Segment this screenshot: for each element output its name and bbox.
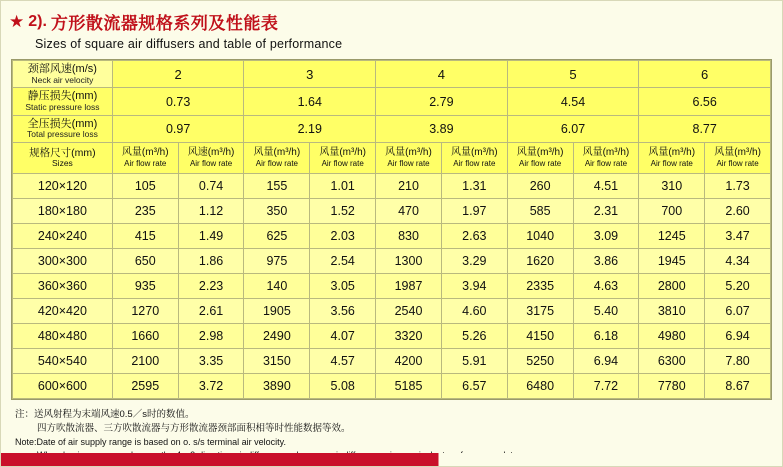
cell: 2595	[112, 374, 178, 399]
total-pressure-5: 8.77	[639, 115, 771, 142]
colhdr-5	[376, 143, 442, 174]
static-pressure-3: 2.79	[376, 88, 508, 115]
cell: 1620	[507, 249, 573, 274]
cell: 1.86	[178, 249, 244, 274]
cell: 2.60	[705, 199, 771, 224]
cell: 2.98	[178, 324, 244, 349]
colhdr-6	[441, 143, 507, 174]
neck-velocity-5: 5	[507, 61, 639, 88]
cell: 4.07	[310, 324, 376, 349]
colhdr-9	[639, 143, 705, 174]
cell: 105	[112, 174, 178, 199]
row-size: 540×540	[13, 349, 113, 374]
row-size: 240×240	[13, 224, 113, 249]
label-neck-velocity-cn: 颈部风速(m/s)	[27, 63, 97, 75]
cell: 6.57	[441, 374, 507, 399]
colhdr-10-cn: 风量(m³/h)	[714, 147, 761, 159]
cell: 3.94	[441, 274, 507, 299]
cell: 1040	[507, 224, 573, 249]
cell: 1.49	[178, 224, 244, 249]
colhdr-9-cn: 风量(m³/h)	[648, 147, 696, 159]
row-size: 180×180	[13, 199, 113, 224]
colhdr-1-cn: 风量(m³/h)	[121, 147, 169, 159]
colhdr-4-cn: 风量(m³/h)	[319, 147, 367, 159]
colhdr-6-en: Air flow rate	[453, 159, 496, 169]
cell: 3.56	[310, 299, 376, 324]
cell: 6.07	[705, 299, 771, 324]
cell: 3150	[244, 349, 310, 374]
cell: 1245	[639, 224, 705, 249]
cell: 5.20	[705, 274, 771, 299]
row-neck-velocity	[13, 61, 771, 88]
row-size: 420×420	[13, 299, 113, 324]
label-sizes-cn: 规格尺寸(mm)	[29, 147, 96, 160]
cell: 6480	[507, 374, 573, 399]
row-size: 360×360	[13, 274, 113, 299]
cell: 235	[112, 199, 178, 224]
cell: 1.31	[441, 174, 507, 199]
label-neck-velocity-en: Neck air velocity	[31, 74, 94, 85]
cell: 2.03	[310, 224, 376, 249]
page-title-cn: 方形散流器规格系列及性能表	[50, 14, 279, 33]
neck-velocity-2: 2	[112, 61, 244, 88]
cell: 415	[112, 224, 178, 249]
colhdr-8-cn: 风量(m³/h)	[582, 147, 630, 159]
cell: 935	[112, 274, 178, 299]
label-total-pressure-cn: 全压损失(mm)	[27, 117, 98, 130]
note-line-3: Note:Date of air supply range is based on o. s/s terminal air velocity.	[15, 436, 286, 447]
performance-table-wrap	[11, 59, 772, 400]
neck-velocity-4: 4	[376, 61, 508, 88]
cell: 2.61	[178, 299, 244, 324]
cell: 3810	[639, 299, 705, 324]
colhdr-8	[573, 143, 639, 174]
neck-velocity-6: 6	[639, 61, 771, 88]
cell: 2.54	[310, 249, 376, 274]
cell: 5185	[376, 374, 442, 399]
row-size: 480×480	[13, 324, 113, 349]
cell: 6.94	[705, 324, 771, 349]
colhdr-4-en: Air flow rate	[321, 159, 364, 169]
cell: 4.51	[573, 174, 639, 199]
cell: 470	[376, 199, 442, 224]
cell: 4150	[507, 324, 573, 349]
neck-velocity-3: 3	[244, 61, 376, 88]
cell: 7.80	[705, 349, 771, 374]
cell: 2.63	[441, 224, 507, 249]
cell: 975	[244, 249, 310, 274]
table-row	[13, 274, 771, 299]
total-pressure-1: 0.97	[112, 115, 244, 142]
cell: 585	[507, 199, 573, 224]
row-size: 600×600	[13, 374, 113, 399]
colhdr-2-en: Air flow rate	[189, 159, 233, 169]
cell: 2490	[244, 324, 310, 349]
page-title-en: Sizes of square air diffusers and table of performance	[35, 37, 343, 51]
label-sizes-en: Sizes	[52, 158, 73, 169]
colhdr-5-en: Air flow rate	[387, 159, 430, 169]
cell: 4.63	[573, 274, 639, 299]
colhdr-7	[507, 143, 573, 174]
static-pressure-5: 6.56	[639, 88, 771, 115]
cell: 4200	[376, 349, 442, 374]
cell: 3.72	[178, 374, 244, 399]
label-total-pressure	[13, 115, 113, 142]
cell: 1.52	[310, 199, 376, 224]
cell: 2100	[112, 349, 178, 374]
cell: 350	[244, 199, 310, 224]
table-row	[13, 299, 771, 324]
label-static-pressure-cn: 静压损失(mm)	[27, 90, 98, 103]
note-line-2: 四方吹散流器、三方吹散流器与方形散流器颈部面积相等时性能数据等效。	[37, 422, 351, 434]
cell: 310	[639, 174, 705, 199]
cell: 6.94	[573, 349, 639, 374]
table-row	[13, 174, 771, 199]
label-neck-velocity	[13, 61, 113, 88]
table-row	[13, 349, 771, 374]
table-row	[13, 199, 771, 224]
note-line-1: 注：送风射程为末端风速0.5／s时的数值。	[15, 409, 195, 421]
cell: 3.47	[705, 224, 771, 249]
cell: 1660	[112, 324, 178, 349]
cell: 650	[112, 249, 178, 274]
cell: 3.86	[573, 249, 639, 274]
total-pressure-3: 3.89	[376, 115, 508, 142]
cell: 3175	[507, 299, 573, 324]
colhdr-1	[112, 143, 178, 174]
cell: 2335	[507, 274, 573, 299]
colhdr-6-cn: 风量(m³/h)	[450, 147, 498, 159]
colhdr-3-en: Air flow rate	[255, 159, 298, 169]
cell: 2800	[639, 274, 705, 299]
cell: 1.01	[310, 174, 376, 199]
colhdr-9-en: Air flow rate	[650, 159, 693, 169]
label-total-pressure-en: Total pressure loss	[26, 129, 98, 140]
table-row	[13, 224, 771, 249]
performance-table	[12, 60, 771, 399]
cell: 830	[376, 224, 442, 249]
total-pressure-2: 2.19	[244, 115, 376, 142]
row-static-pressure	[13, 88, 771, 115]
colhdr-10-en: Air flow rate	[716, 159, 759, 169]
colhdr-7-cn: 风量(m³/h)	[516, 147, 564, 159]
cell: 625	[244, 224, 310, 249]
table-row	[13, 249, 771, 274]
cell: 3890	[244, 374, 310, 399]
row-total-pressure	[13, 115, 771, 142]
cell: 4.57	[310, 349, 376, 374]
cell: 210	[376, 174, 442, 199]
label-sizes	[13, 143, 113, 174]
cell: 2.31	[573, 199, 639, 224]
cell: 4.34	[705, 249, 771, 274]
cell: 8.67	[705, 374, 771, 399]
colhdr-10	[705, 143, 771, 174]
label-static-pressure	[13, 88, 113, 115]
cell: 4.60	[441, 299, 507, 324]
label-static-pressure-en: Static pressure loss	[25, 102, 100, 113]
cell: 4980	[639, 324, 705, 349]
static-pressure-1: 0.73	[112, 88, 244, 115]
cell: 3320	[376, 324, 442, 349]
page-header	[1, 1, 782, 53]
colhdr-4	[310, 143, 376, 174]
cell: 5.26	[441, 324, 507, 349]
cell: 1.12	[178, 199, 244, 224]
cell: 6.18	[573, 324, 639, 349]
star-icon: ★	[9, 12, 25, 31]
static-pressure-2: 1.64	[244, 88, 376, 115]
cell: 7780	[639, 374, 705, 399]
table-row	[13, 324, 771, 349]
cell: 7.72	[573, 374, 639, 399]
footer-bar	[1, 453, 782, 466]
cell: 1905	[244, 299, 310, 324]
row-column-headers	[13, 143, 771, 174]
colhdr-8-en: Air flow rate	[584, 159, 628, 169]
cell: 140	[244, 274, 310, 299]
cell: 3.35	[178, 349, 244, 374]
cell: 700	[639, 199, 705, 224]
cell: 3.05	[310, 274, 376, 299]
colhdr-7-en: Air flow rate	[519, 159, 562, 169]
row-size: 300×300	[13, 249, 113, 274]
cell: 0.74	[178, 174, 244, 199]
table-row	[13, 374, 771, 399]
cell: 5250	[507, 349, 573, 374]
colhdr-5-cn: 风量(m³/h)	[385, 147, 432, 159]
cell: 260	[507, 174, 573, 199]
cell: 6300	[639, 349, 705, 374]
cell: 3.29	[441, 249, 507, 274]
cell: 5.08	[310, 374, 376, 399]
cell: 2540	[376, 299, 442, 324]
cell: 1300	[376, 249, 442, 274]
colhdr-2	[178, 143, 244, 174]
title-row	[9, 9, 782, 34]
cell: 155	[244, 174, 310, 199]
colhdr-3-cn: 风量(m³/h)	[253, 147, 301, 159]
cell: 5.91	[441, 349, 507, 374]
cell: 1270	[112, 299, 178, 324]
total-pressure-4: 6.07	[507, 115, 639, 142]
cell: 3.09	[573, 224, 639, 249]
cell: 2.23	[178, 274, 244, 299]
cell: 1945	[639, 249, 705, 274]
cell: 5.40	[573, 299, 639, 324]
static-pressure-4: 4.54	[507, 88, 639, 115]
colhdr-1-en: Air flow rate	[124, 159, 167, 169]
cell: 1987	[376, 274, 442, 299]
row-size: 120×120	[13, 174, 113, 199]
colhdr-2-cn: 风速(m³/h)	[187, 147, 235, 159]
section-number: 2).	[28, 12, 47, 30]
cell: 1.73	[705, 174, 771, 199]
colhdr-3	[244, 143, 310, 174]
cell: 1.97	[441, 199, 507, 224]
